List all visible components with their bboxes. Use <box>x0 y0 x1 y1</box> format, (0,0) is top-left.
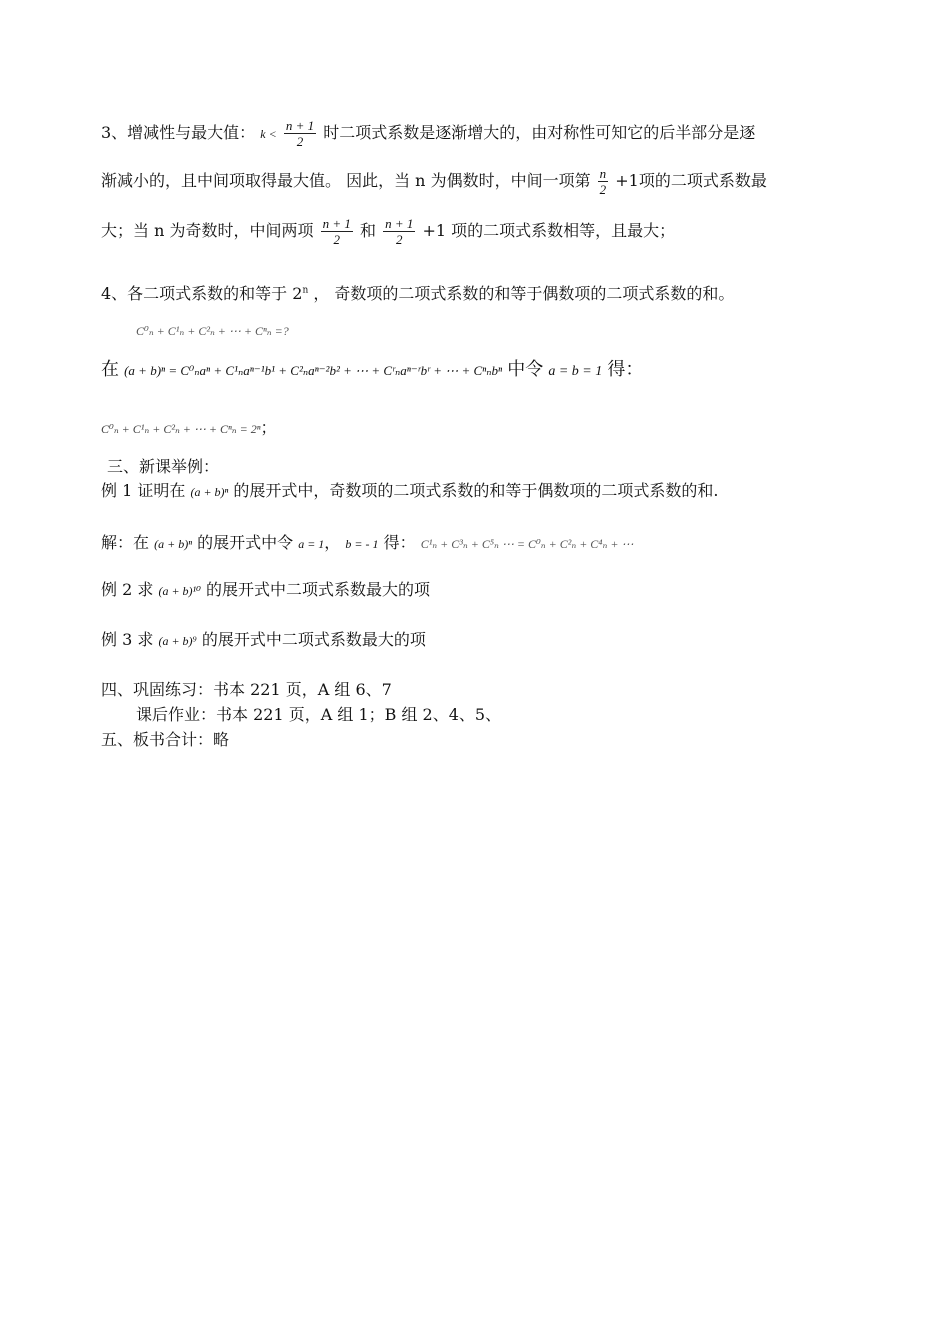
item3-line3 <box>101 216 675 247</box>
item3-text-1: 时二项式系数是逐渐增大的，由对称性可知它的后半部分是逐 <box>323 123 756 142</box>
example2: 例 2 求 (a + b)¹⁰ 的展开式中二项式系数最大的项 <box>101 580 431 599</box>
binomial-theorem-line: 在 (a + b)ⁿ = C⁰ₙaⁿ + C¹ₙaⁿ⁻¹b¹ + C²ₙaⁿ⁻²b² + ⋯ + Cʳₙaⁿ⁻ʳbʳ + ⋯ + Cⁿₙbⁿ 中令 a = b = 1 得： <box>101 359 644 380</box>
item4-line1: 4、各二项式系数的和等于 2$^n$ ， 奇数项的二项式系数的和等于偶数项的二项式系数的和。 <box>101 284 735 303</box>
fraction-n-plus-1-over-2: $\frac{n + 1}{2}$ <box>285 118 315 149</box>
section3-title: 三、新课举例： <box>107 457 220 476</box>
item4-text-1: 4、各二项式系数的和等于 2 <box>101 284 303 303</box>
item3-line2 <box>101 166 767 197</box>
item3-line1 <box>101 118 755 149</box>
item3-and: 和 <box>359 221 376 240</box>
section4-homework: 课后作业：书本 221 页，A 组 1；B 组 2、4、5、 <box>136 705 502 724</box>
binomial-theorem-formula: (a + b)ⁿ = C⁰ₙaⁿ + C¹ₙaⁿ⁻¹b¹ + C²ₙaⁿ⁻²b² + ⋯ + Cʳₙaⁿ⁻ʳbʳ + ⋯ + Cⁿₙbⁿ <box>124 363 503 378</box>
item3-text-5: +1 项的二项式系数相等，且最大； <box>422 221 676 240</box>
example3: 例 3 求 (a + b)⁹ 的展开式中二项式系数最大的项 <box>101 630 426 649</box>
sum-question-formula: C⁰ₙ + C¹ₙ + C²ₙ + ⋯ + Cⁿₙ =? <box>136 324 289 338</box>
item3-heading: 3、增减性与最大值： <box>101 123 256 142</box>
item3-text-3: +1项的二项式系数最 <box>615 171 767 190</box>
example1: 例 1 证明在 (a + b)ⁿ 的展开式中，奇数项的二项式系数的和等于偶数项的二项式系数的和. <box>101 481 719 500</box>
fraction-n-over-2: $\frac{n}{2}$ <box>599 166 607 197</box>
item3-text-2: 渐减小的，且中间项取得最大值。 因此，当 n 为偶数时，中间一项第 <box>101 171 591 190</box>
section5-summary: 五、板书合计：略 <box>101 730 230 749</box>
sum-result-formula: C⁰ₙ + C¹ₙ + C²ₙ + ⋯ + Cⁿₙ = 2ⁿ； <box>101 418 277 437</box>
solution1: 解：在 (a + b)ⁿ 的展开式中令 a = 1， b = - 1 得： C¹ₙ + C³ₙ + C⁵ₙ ⋯ = C⁰ₙ + C²ₙ + C⁴ₙ + ⋯ <box>101 533 634 552</box>
fraction-odd-middle-2: $\frac{n + 1}{2}$ <box>385 216 414 247</box>
item3-text-4: 大；当 n 为奇数时，中间两项 <box>101 221 314 240</box>
item3-k-lt: k < <box>260 127 277 141</box>
fraction-odd-middle-1: $\frac{n + 1}{2}$ <box>322 216 351 247</box>
item4-text-2: ， 奇数项的二项式系数的和等于偶数项的二项式系数的和。 <box>313 284 735 303</box>
section4-practice: 四、巩固练习：书本 221 页，A 组 6、7 <box>101 680 392 699</box>
